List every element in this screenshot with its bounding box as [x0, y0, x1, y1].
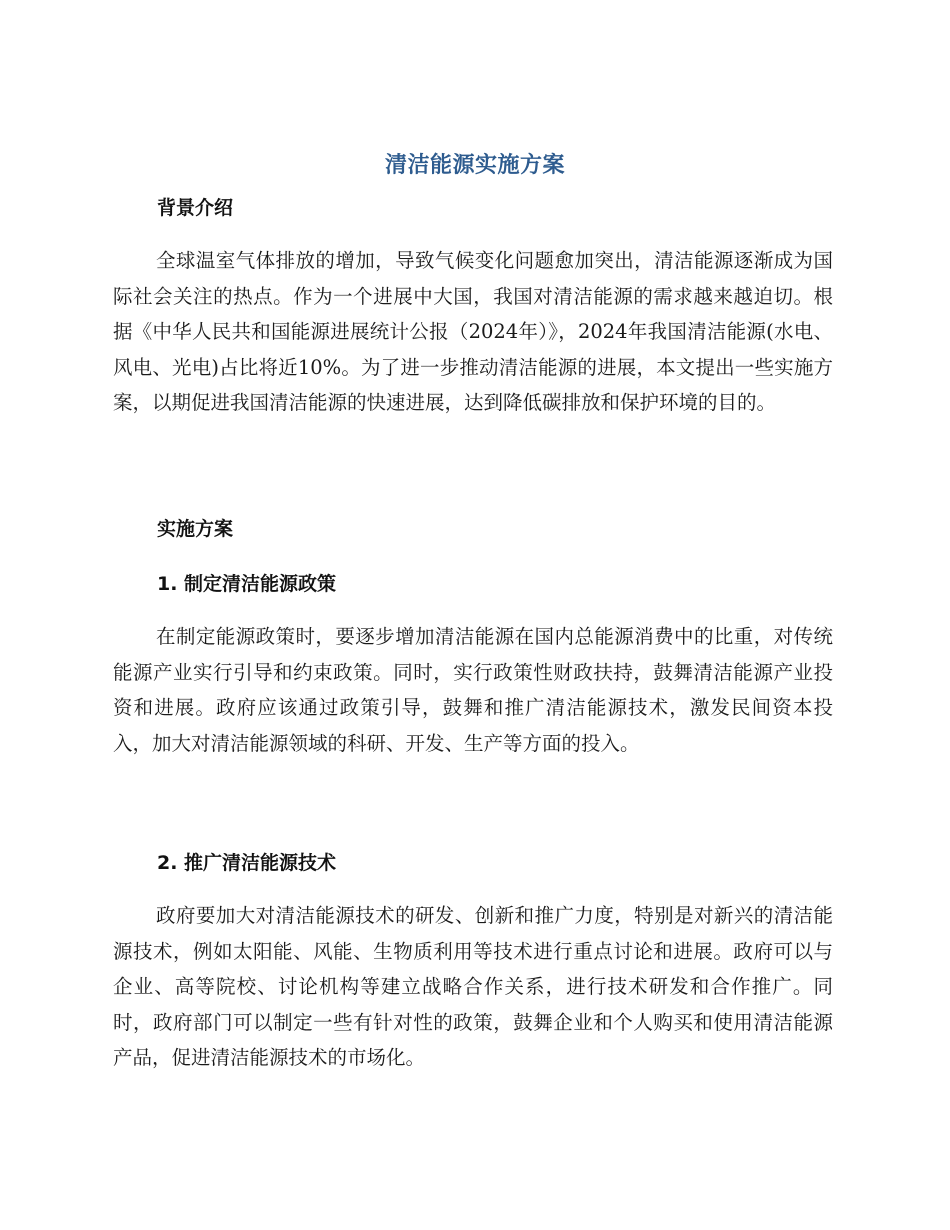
section-heading-background: 背景介绍 [157, 197, 234, 219]
document-title: 清洁能源实施方案 [384, 153, 565, 178]
section-paragraph-background: 全球温室气体排放的增加，导致气候变化问题愈加突出，清洁能源逐渐成为国际社会关注的热点。作为一个进展中大国，我国对清洁能源的需求越来越迫切。根据《中华人民共和国能源进展统计公报（2024年）》，2024年我国清洁能源(水电、风电、光电)占比将近10%。为了进一步推动清洁能源的进展，本文提出一些实施方案，以期促进我国清洁能源的快速进展，达到降低碳排放和保护环境的目的。 [113, 249, 833, 415]
section-heading-plan: 实施方案 [157, 518, 234, 540]
section-paragraph-policy: 在制定能源政策时，要逐步增加清洁能源在国内总能源消费中的比重，对传统能源产业实行引导和约束政策。同时，实行政策性财政扶持，鼓舞清洁能源产业投资和进展。政府应该通过政策引导，鼓舞和推广清洁能源技术，激发民间资本投入，加大对清洁能源领域的科研、开发、生产等方面的投入。 [113, 625, 833, 755]
section-heading-policy: 1. 制定清洁能源政策 [157, 573, 337, 595]
section-heading-technology: 2. 推广清洁能源技术 [157, 852, 337, 874]
section-paragraph-technology: 政府要加大对清洁能源技术的研发、创新和推广力度，特别是对新兴的清洁能源技术，例如太阳能、风能、生物质利用等技术进行重点讨论和进展。政府可以与企业、高等院校、讨论机构等建立战略合作关系，进行技术研发和合作推广。同时，政府部门可以制定一些有针对性的政策，鼓舞企业和个人购买和使用清洁能源产品，促进清洁能源技术的市场化。 [113, 904, 833, 1070]
